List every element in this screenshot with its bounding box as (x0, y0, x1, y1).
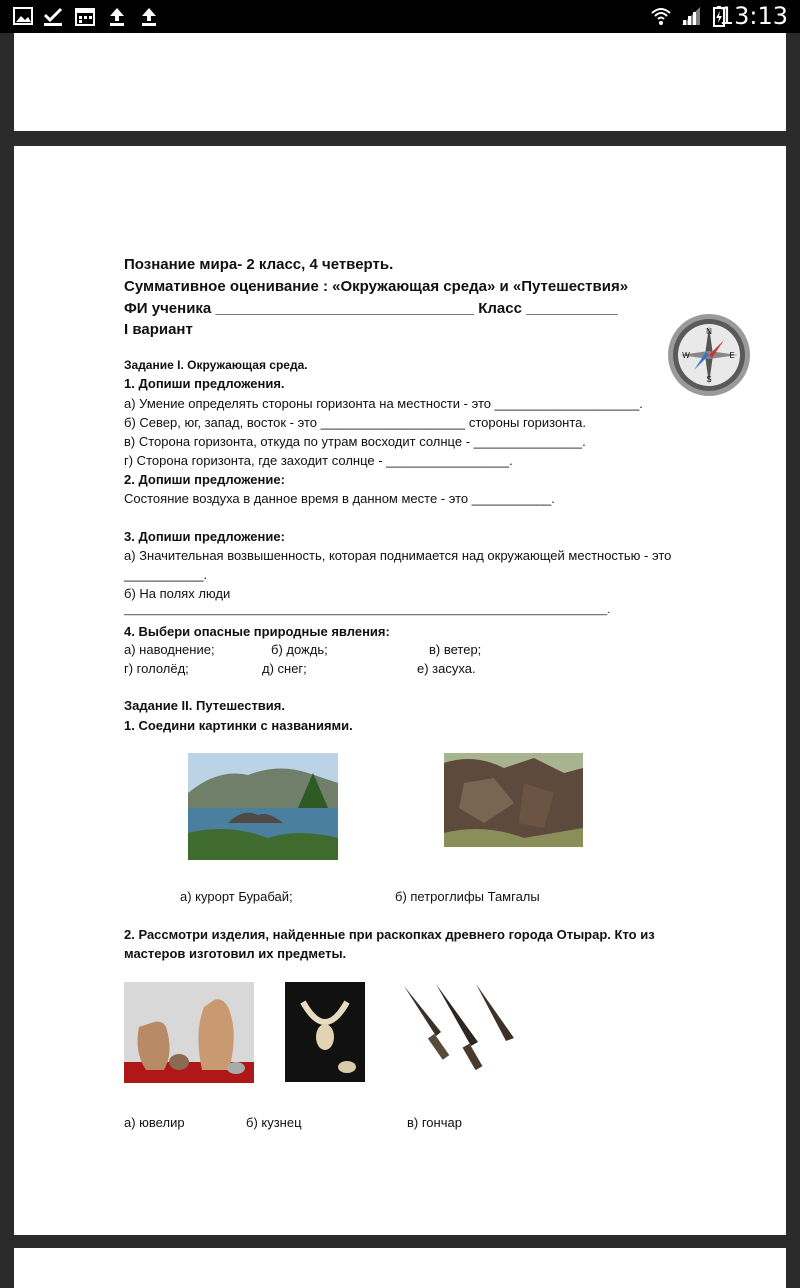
task4-option: д) снег; (262, 661, 307, 676)
master-option: б) кузнец (246, 1115, 302, 1130)
task1-item: б) Север, юг, запад, восток - это ____________________ стороны горизонта. (124, 415, 587, 430)
upload-icon (138, 5, 160, 27)
task2-text: Состояние воздуха в данное время в данном месте - это ___________. (124, 491, 555, 506)
status-bar (0, 0, 800, 33)
section2-title: Задание II. Путешествия. (124, 698, 285, 713)
daggers-photo (396, 976, 520, 1086)
status-time: 13:13 (718, 2, 788, 30)
task3-item-a-blank: ___________. (124, 567, 208, 582)
task4-title: 4. Выбери опасные природные явления: (124, 624, 390, 639)
document-page[interactable] (14, 146, 786, 1235)
task4-option: б) дождь; (271, 642, 328, 657)
calendar-icon (74, 5, 96, 27)
task4-option: а) наводнение; (124, 642, 215, 657)
task3-item-b: б) На полях люди (124, 586, 231, 601)
upload-icon (106, 5, 128, 27)
task3-item-b-blank: _______________________________________________________________________________. (124, 604, 611, 616)
student-line: ФИ ученика _______________________________ Класс ___________ (124, 300, 618, 317)
compass-letter-n: N (706, 327, 712, 336)
compass-letter-s: S (706, 375, 712, 384)
image-icon (12, 5, 34, 27)
task1-item: в) Сторона горизонта, откуда по утрам восходит солнце - _______________. (124, 434, 586, 449)
task4-option: г) гололёд; (124, 661, 189, 676)
task4-option: е) засуха. (417, 661, 476, 676)
master-option: а) ювелир (124, 1115, 185, 1130)
compass-image (666, 312, 752, 398)
task2-title: 2. Допиши предложение: (124, 472, 285, 487)
tamgaly-petroglyphs-photo (444, 753, 583, 847)
previous-page (14, 33, 786, 131)
signal-icon (680, 5, 702, 27)
task1-title: 1. Допиши предложения. (124, 376, 285, 391)
section2-task2-title-cont: мастеров изготовил их предметы. (124, 946, 347, 961)
wifi-icon (650, 5, 672, 27)
task-label-burabay: а) курорт Бурабай; (180, 889, 293, 904)
task4-option: в) ветер; (429, 642, 482, 657)
section2-task2-title: 2. Рассмотри изделия, найденные при раскопках древнего города Отырар. Кто из (124, 927, 655, 942)
compass-letter-e: E (729, 351, 735, 360)
task1-item: г) Сторона горизонта, где заходит солнце - _________________. (124, 453, 513, 468)
master-option: в) гончар (407, 1115, 462, 1130)
task1-item: а) Умение определять стороны горизонта на местности - это ____________________. (124, 396, 643, 411)
compass-letter-w: W (682, 351, 690, 360)
section2-task1-title: 1. Соедини картинки с названиями. (124, 718, 353, 733)
jewelry-photo (285, 982, 365, 1082)
section1-title: Задание I. Окружающая среда. (124, 358, 308, 372)
task3-title: 3. Допиши предложение: (124, 529, 285, 544)
download-done-icon (42, 5, 64, 27)
task-label-tamgaly: б) петроглифы Тамгалы (395, 889, 540, 904)
pottery-photo (124, 982, 254, 1083)
burabay-lake-photo (188, 753, 338, 860)
doc-title: Познание мира- 2 класс, 4 четверть. (124, 256, 394, 273)
variant-label: I вариант (124, 321, 193, 338)
task3-item-a: а) Значительная возвышенность, которая поднимается над окружающей местностью - это (124, 548, 672, 563)
doc-subtitle: Суммативное оценивание : «Окружающая среда» и «Путешествия» (124, 278, 629, 295)
next-page (14, 1248, 786, 1288)
